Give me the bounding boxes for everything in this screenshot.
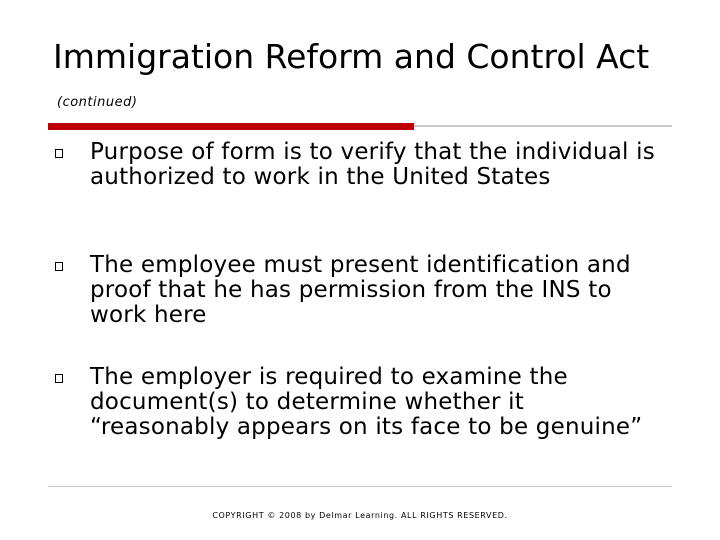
slide-title bbox=[53, 38, 673, 122]
hollow-square-bullet-icon bbox=[55, 374, 63, 383]
title-divider-red-accent bbox=[48, 123, 414, 130]
copyright-notice: COPYRIGHT © 2008 by Delmar Learning. ALL RIGHTS RESERVED. bbox=[212, 511, 508, 520]
footer-divider bbox=[48, 486, 672, 487]
slide-title-subtitle: (continued) bbox=[57, 95, 138, 110]
bullet-text: The employee must present identification and proof that he has permission from the INS to work here bbox=[90, 252, 631, 328]
hollow-square-bullet-icon bbox=[55, 262, 63, 271]
bullet-text: Purpose of form is to verify that the individual is authorized to work in the United States bbox=[90, 139, 655, 190]
bullet-text: The employer is required to examine the document(s) to determine whether it “reasonably appears on its face to be genuine” bbox=[90, 364, 643, 440]
hollow-square-bullet-icon bbox=[55, 149, 63, 158]
slide-title-main: Immigration Reform and Control Act bbox=[53, 37, 650, 76]
